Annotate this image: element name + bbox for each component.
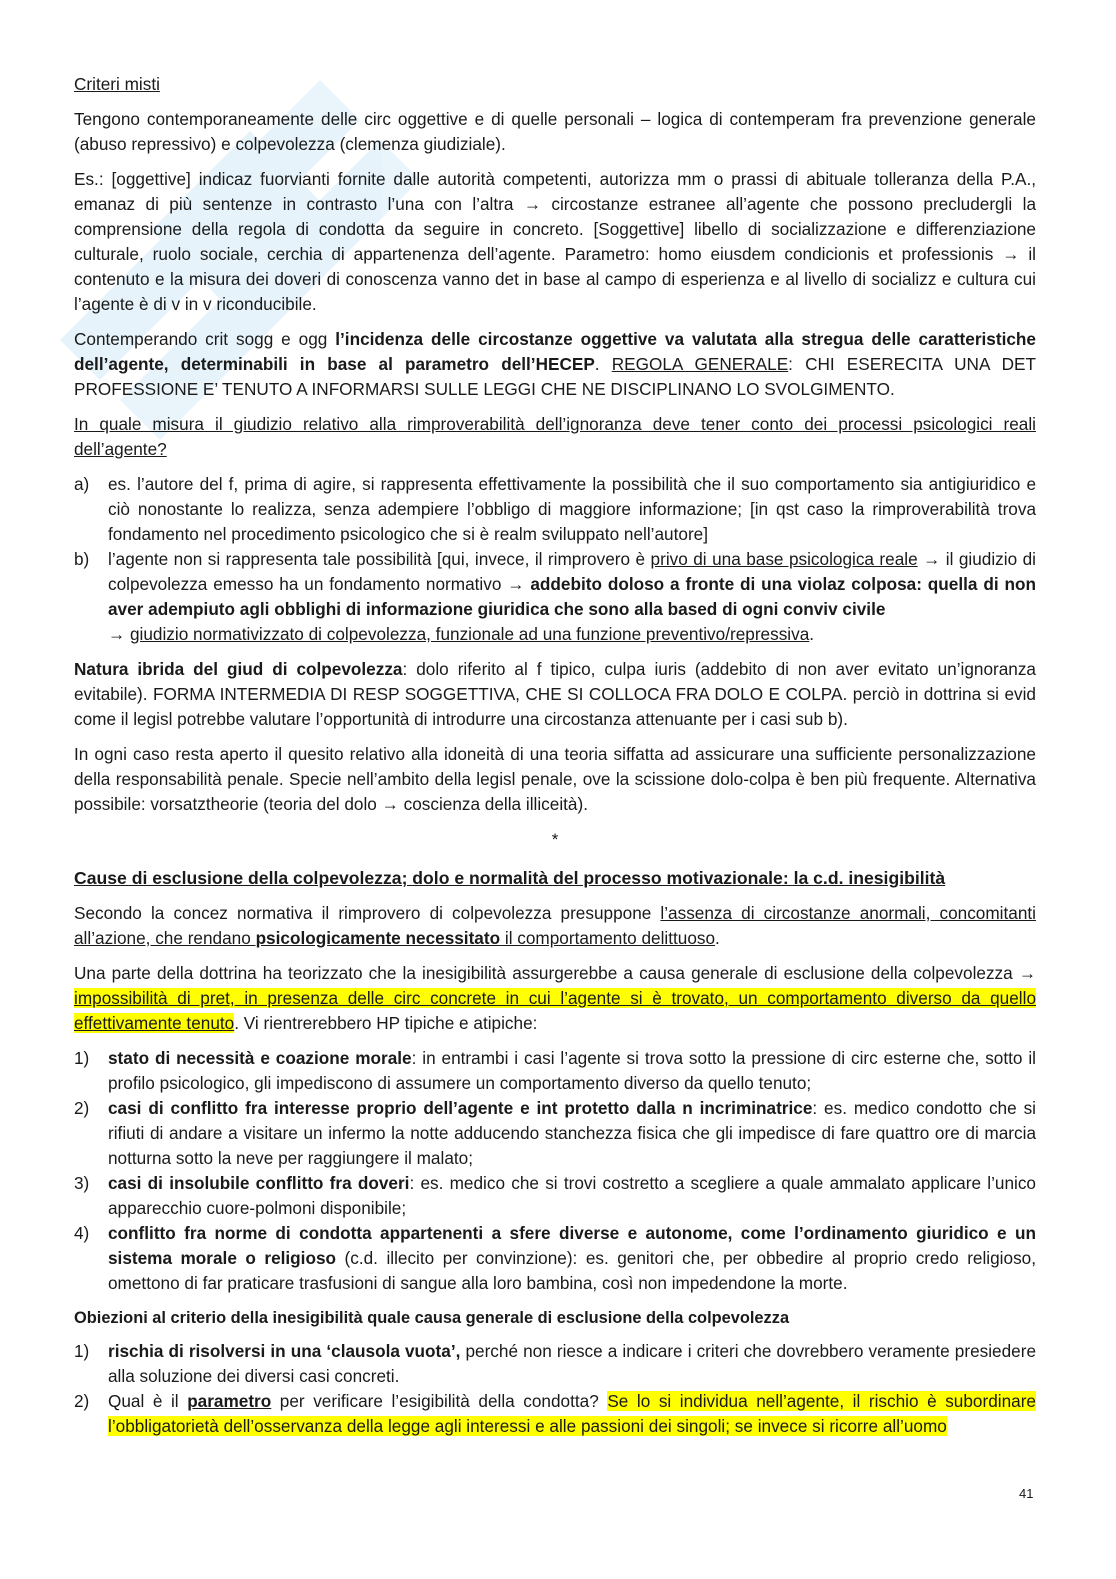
text-span: Secondo la concez normativa il rimprovero di colpevolezza presuppone (74, 903, 661, 923)
arrow-icon: → (108, 624, 126, 644)
paragraph-natura (74, 657, 1036, 732)
list-hp-tipiche (74, 1046, 1036, 1296)
text-span: . Vi rientrerebbero HP tipiche e atipiche: (234, 1013, 538, 1033)
list-marker: a) (74, 474, 90, 494)
list-obiezioni (74, 1339, 1036, 1439)
paragraph-concez-normativa (74, 901, 1036, 951)
text-span: In ogni caso resta aperto il quesito relativo alla idoneità di una teoria siffatta ad assicurare una sufficiente personalizzazione della responsabilità penale. Specie nell’ambito della legisl penale, ove la scissione dolo-colpa è ben più frequente. Alternativa possibile: vorsatztheorie (teoria del dolo (74, 744, 1036, 814)
list-item-b (74, 547, 1036, 647)
bold-span: l’incidenza delle circostanze oggettive va valutata alla stregua delle caratteristiche dell’agente, determinabili in base al parametro dell’HECEP (74, 329, 1036, 374)
text-span: (c.d. illecito per convinzione): es. genitori che, per obbedire al proprio credo religioso, omettono di far praticare trasfusioni di sangue alla loro bambina, così non impedendone la morte. (108, 1248, 1036, 1293)
arrow-icon: → (1018, 963, 1036, 983)
bold-span: rischia di risolversi in una ‘clausola vuota’, (108, 1341, 461, 1361)
list-marker: b) (74, 549, 90, 569)
heading-obiezioni: Obiezioni al criterio della inesigibilità quale causa generale di esclusione della colpevolezza (74, 1309, 790, 1327)
underlined-span: l’assenza di circostanze anormali, concomitanti all’azione, che rendano (74, 903, 1036, 948)
question-paragraph: In quale misura il giudizio relativo alla rimproverabilità dell’ignoranza deve tener conto dei processi psicologici reali dell’agente? (74, 414, 1036, 459)
text-span: . (715, 928, 720, 948)
text-span: : in entrambi i casi l’agente si trova sotto la pressione di circ esterne che, sotto il profilo psicologico, gli impediscono di assumere un comportamento diverso da quello tenuto; (108, 1048, 1037, 1093)
text-span: . (809, 624, 815, 644)
list-item (74, 1096, 1036, 1171)
text-span: : es. medico che si trovi costretto a scegliere a quale ammalato applicare l’unico apparecchio cuore-polmoni disponibile; (108, 1173, 1036, 1218)
list-marker: 4) (74, 1223, 90, 1243)
bold-span: casi di insolubile conflitto fra doveri (108, 1173, 410, 1193)
paragraph-tengono: Tengono contemporaneamente delle circ oggettive e di quelle personali – logica di contemperam fra prevenzione generale (abuso repressivo) e colpevolezza (clemenza giudiziale). (74, 109, 1036, 154)
underlined-span: REGOLA GENERALE (611, 354, 789, 374)
text-span: coscienza della illiceità). (398, 794, 588, 814)
list-ab (74, 472, 1036, 647)
bold-span: addebito doloso a fronte di una violaz colposa: quella di non aver adempiuto agli obblighi di informazione giuridica che sono alla based di ogni conviv civile (108, 574, 1036, 619)
heading-cause-esclusione: Cause di esclusione della colpevolezza; dolo e normalità del processo motivazionale: la c.d. inesigibilità (74, 868, 946, 888)
text-span: l’agente non si rappresenta tale possibilità [qui, invece, il rimprovero è (108, 549, 651, 569)
text-span: . (594, 354, 612, 374)
underlined-span: il comportamento delittuoso (500, 928, 716, 948)
list-item (74, 1171, 1036, 1221)
arrow-icon: → (523, 194, 542, 214)
text-span: circostanze estranee all’agente che possono precludergli la comprensione della regola di condotta da seguire in concreto. [Soggettive] libello di socializzazione e differenziazione culturale, ruolo sociale, cerchia di appartenenza dell’agente. Parametro: homo eiusdem condicionis et professionis (74, 194, 1036, 264)
separator-star: * (551, 830, 559, 849)
list-marker: 2) (74, 1098, 90, 1118)
text-span: il contenuto e la misura dei doveri di conoscenza vanno det in base al campo di esperienza e al livello di socializz e cultura cui l’agente è di v in v riconducibile. (74, 244, 1036, 314)
highlighted-span: Se lo si individua nell’agente, il rischio è subordinare l’obbligatorietà dell’osservanza della legge agli interessi e alle passioni dei singoli; se invece si ricorre all’uomo (108, 1391, 1036, 1436)
text-span: Una parte della dottrina ha teorizzato che la inesigibilità assurgerebbe a causa generale di esclusione della colpevolezza (74, 963, 1019, 983)
text-span: il giudizio di colpevolezza emesso ha un fondamento normativo (108, 549, 1036, 594)
text-span: Es.: [oggettive] indicaz fuorvianti fornite dalle autorità competenti, autorizza mm o prassi di abituale tolleranza della P.A., emanaz di più sentenze in contrasto l’una con l’altra (74, 169, 1036, 214)
text-span: : dolo riferito al f tipico, culpa iuris (addebito di non aver evitato un’ignoranza evitabile). FORMA INTERMEDIA DI RESP SOGGETTIVA, CHE SI COLLOCA FRA DOLO E COLPA. perciò in dottrina si evid come il legisl potrebbe valutare l’opportunità di introdurre una circostanza attenuante per i casi sub b). (74, 659, 1036, 729)
list-marker: 3) (74, 1173, 90, 1193)
arrow-icon: → (381, 794, 399, 814)
text-span: es. l’autore del f, prima di agire, si rappresenta effettivamente la possibilità che il suo comportamento sia antigiuridico e ciò nonostante lo realizza, senza adempiere l’obbligo di maggiore informazione; [in qst caso la rimproverabilità trova fondamento nel procedimento psicologico che si è realm sviluppato nell’autore] (108, 474, 1036, 544)
text-span: : es. medico condotto che si rifiuti di andare a visitare un infermo la notte adducendo stanchezza fisica che gli impedisce di fare quattro ore di marcia notturna sotto la neve per raggiungere il malato; (108, 1098, 1036, 1168)
underlined-span: giudizio normativizzato di colpevolezza, funzionale ad una funzione preventivo/repressiva (129, 624, 810, 644)
text-span: perché non riesce a indicare i criteri che dovrebbero veramente presiedere alla soluzione dei diversi casi concreti. (108, 1341, 1037, 1386)
list-item (74, 1389, 1036, 1439)
bold-span: conflitto fra norme di condotta appartenenti a sfere diverse e autonome, come l’ordinamento giuridico e un sistema morale o religioso (108, 1223, 1036, 1268)
document-page (74, 72, 1036, 1449)
list-marker: 1) (74, 1341, 90, 1361)
list-item (74, 1339, 1036, 1389)
heading-criteri-misti: Criteri misti (74, 74, 160, 94)
arrow-icon: → (507, 574, 525, 594)
bold-span: Natura ibrida del giud di colpevolezza (74, 659, 403, 679)
paragraph-dottrina (74, 961, 1036, 1036)
list-marker: 1) (74, 1048, 90, 1068)
text-span: : CHI ESERECITA UNA DET PROFESSIONE E’ TENUTO A INFORMARSI SULLE LEGGI CHE NE DISCIPLINANO LO SVOLGIMENTO. (74, 354, 1036, 399)
paragraph-contemperando (74, 327, 1036, 402)
list-marker: 2) (74, 1391, 90, 1411)
text-span: Qual è il (108, 1391, 188, 1411)
list-item (74, 1221, 1036, 1296)
underlined-span: privo di una base psicologica reale (650, 549, 918, 569)
underlined-bold-span: parametro (187, 1391, 272, 1411)
paragraph-esempi (74, 167, 1036, 317)
bold-span: casi di conflitto fra interesse proprio dell’agente e int protetto dalla n incriminatrice (108, 1098, 813, 1118)
arrow-icon: → (923, 549, 941, 569)
bold-span: stato di necessità e coazione morale (108, 1048, 412, 1068)
arrow-icon: → (1002, 244, 1020, 264)
paragraph-ogni-caso (74, 742, 1036, 817)
highlighted-span: impossibilità di pret, in presenza delle circ concrete in cui l’agente si è trovato, un comportamento diverso da quello effettivamente tenuto (74, 988, 1036, 1033)
list-item-a (74, 472, 1036, 547)
text-span: per verificare l’esigibilità della condotta? (271, 1391, 608, 1411)
text-span: Contemperando crit sogg e ogg (74, 329, 336, 349)
page-number: 41 (1019, 1486, 1034, 1501)
underlined-bold-span: psicologicamente necessitato (255, 928, 501, 948)
list-item (74, 1046, 1036, 1096)
